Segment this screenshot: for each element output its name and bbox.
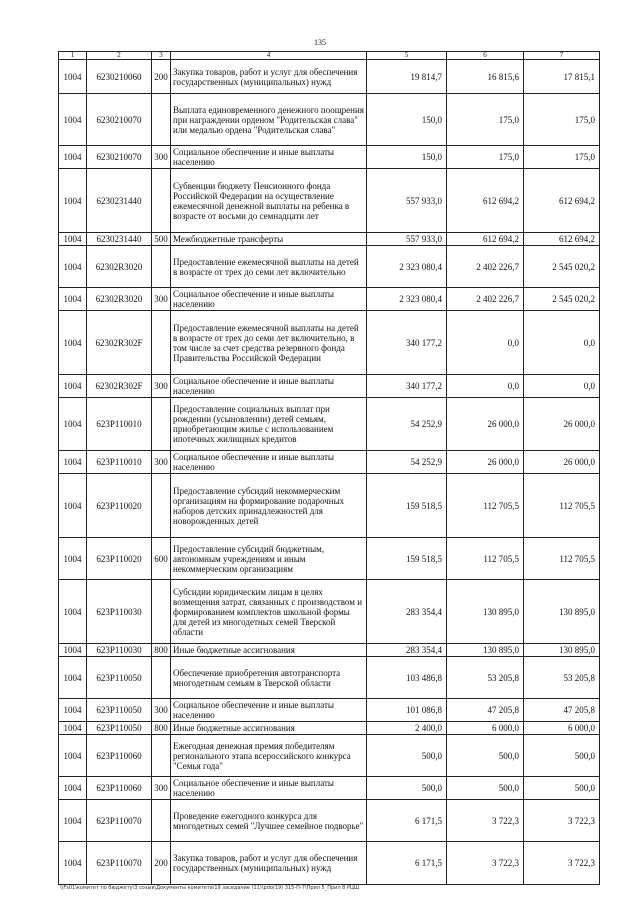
target-article-cell: 623P110070 [87,800,152,842]
table-row [59,580,600,644]
amount-year-3-cell: 0,0 [524,375,600,398]
header-cell: 4 [171,52,367,60]
expense-type-cell [152,580,171,644]
item-name-cell: Социальное обеспечение и иные выплаты населению [171,777,367,800]
expense-type-cell: 200 [152,60,171,94]
header-cell: 5 [367,52,447,60]
amount-year-3-cell: 130 895,0 [524,644,600,657]
expense-type-cell [152,94,171,146]
item-name-cell: Социальное обеспечение и иные выплаты населению [171,699,367,722]
expense-type-cell: 300 [152,451,171,474]
table-row [59,60,600,94]
target-article-cell: 623P110030 [87,644,152,657]
table-row [59,474,600,538]
item-name-cell: Предоставление социальных выплат при рождении (усыновлении) детей семьям, приобретающим жилье с использованием ипотечных жилищных кредитов [171,398,367,451]
target-article-cell: 6230210060 [87,60,152,94]
amount-year-2-cell: 26 000,0 [447,398,524,451]
amount-year-3-cell: 3 722,3 [524,842,600,885]
budget-table [58,51,600,885]
amount-year-2-cell: 0,0 [447,375,524,398]
header-cell: 1 [59,52,87,60]
item-name-cell: Социальное обеспечение и иные выплаты населению [171,146,367,169]
amount-year-3-cell: 26 000,0 [524,451,600,474]
section-cell: 1004 [59,94,87,146]
table-row [59,722,600,735]
amount-year-2-cell: 112 705,5 [447,538,524,580]
item-name-cell: Проведение ежегодного конкурса для многодетных семей "Лучшее семейное подворье" [171,800,367,842]
section-cell: 1004 [59,580,87,644]
section-cell: 1004 [59,777,87,800]
item-name-cell: Субвенции бюджету Пенсионного фонда Российской Федерации на осуществление ежемесячной денежной выплаты на ребенка в возрасте от восьми до семнадцати лет [171,169,367,233]
target-article-cell: 623P110030 [87,580,152,644]
amount-year-3-cell: 17 815,1 [524,60,600,94]
section-cell: 1004 [59,60,87,94]
item-name-cell: Иные бюджетные ассигнования [171,722,367,735]
table-row [59,800,600,842]
table-row [59,233,600,246]
item-name-cell: Выплата единовременного денежного поощрения при награждении орденом "Родительская слава" или медалью ордена "Родительская слава" [171,94,367,146]
expense-type-cell [152,398,171,451]
amount-year-3-cell: 47 205,8 [524,699,600,722]
amount-year-3-cell: 130 895,0 [524,580,600,644]
expense-type-cell: 300 [152,699,171,722]
amount-year-2-cell: 612 694,2 [447,169,524,233]
target-article-cell: 623P110010 [87,451,152,474]
expense-type-cell [152,735,171,777]
section-cell: 1004 [59,538,87,580]
amount-year-3-cell: 112 705,5 [524,474,600,538]
amount-year-2-cell: 612 694,2 [447,233,524,246]
amount-year-3-cell: 500,0 [524,777,600,800]
table-row [59,246,600,288]
expense-type-cell: 300 [152,146,171,169]
expense-type-cell [152,474,171,538]
target-article-cell: 62302R302F [87,375,152,398]
section-cell: 1004 [59,722,87,735]
section-cell: 1004 [59,800,87,842]
target-article-cell: 623P110020 [87,474,152,538]
table-row [59,699,600,722]
amount-year-1-cell: 557 933,0 [367,169,447,233]
amount-year-3-cell: 26 000,0 [524,398,600,451]
amount-year-2-cell: 0,0 [447,311,524,375]
section-cell: 1004 [59,451,87,474]
expense-type-cell: 600 [152,538,171,580]
target-article-cell: 623P110050 [87,722,152,735]
amount-year-3-cell: 612 694,2 [524,169,600,233]
expense-type-cell [152,311,171,375]
target-article-cell: 62302R3020 [87,288,152,311]
page-number: 135 [314,38,326,47]
item-name-cell: Социальное обеспечение и иные выплаты населению [171,375,367,398]
expense-type-cell [152,169,171,233]
table-row [59,169,600,233]
amount-year-2-cell: 2 402 226,7 [447,288,524,311]
item-name-cell: Иные бюджетные ассигнования [171,644,367,657]
amount-year-2-cell: 500,0 [447,777,524,800]
target-article-cell: 6230231440 [87,233,152,246]
amount-year-1-cell: 557 933,0 [367,233,447,246]
amount-year-3-cell: 3 722,3 [524,800,600,842]
item-name-cell: Предоставление субсидий некоммерческим организациям на формирование подарочных наборов детских принадлежностей для новорожденных детей [171,474,367,538]
expense-type-cell [152,657,171,699]
section-cell: 1004 [59,398,87,451]
amount-year-3-cell: 175,0 [524,146,600,169]
amount-year-1-cell: 340 177,2 [367,311,447,375]
item-name-cell: Ежегодная денежная премия победителям регионального этапа всероссийского конкурса "Семья года" [171,735,367,777]
table-row [59,288,600,311]
section-cell: 1004 [59,699,87,722]
expense-type-cell: 300 [152,375,171,398]
amount-year-2-cell: 112 705,5 [447,474,524,538]
section-cell: 1004 [59,288,87,311]
amount-year-1-cell: 150,0 [367,94,447,146]
section-cell: 1004 [59,657,87,699]
amount-year-2-cell: 500,0 [447,735,524,777]
amount-year-1-cell: 150,0 [367,146,447,169]
table-row [59,735,600,777]
expense-type-cell: 800 [152,722,171,735]
expense-type-cell: 300 [152,777,171,800]
amount-year-1-cell: 6 171,5 [367,842,447,885]
amount-year-3-cell: 500,0 [524,735,600,777]
amount-year-2-cell: 175,0 [447,146,524,169]
item-name-cell: Социальное обеспечение и иные выплаты населению [171,451,367,474]
amount-year-2-cell: 47 205,8 [447,699,524,722]
amount-year-1-cell: 159 518,5 [367,538,447,580]
amount-year-1-cell: 500,0 [367,735,447,777]
amount-year-1-cell: 54 252,9 [367,398,447,451]
amount-year-3-cell: 112 705,5 [524,538,600,580]
amount-year-3-cell: 2 545 020,2 [524,246,600,288]
amount-year-2-cell: 3 722,3 [447,842,524,885]
table-row [59,311,600,375]
item-name-cell: Межбюджетные трансферты [171,233,367,246]
target-article-cell: 6230210070 [87,94,152,146]
expense-type-cell [152,800,171,842]
amount-year-3-cell: 2 545 020,2 [524,288,600,311]
expense-type-cell: 200 [152,842,171,885]
target-article-cell: 62302R3020 [87,246,152,288]
amount-year-3-cell: 0,0 [524,311,600,375]
section-cell: 1004 [59,842,87,885]
section-cell: 1004 [59,644,87,657]
amount-year-1-cell: 159 518,5 [367,474,447,538]
item-name-cell: Социальное обеспечение и иные выплаты населению [171,288,367,311]
section-cell: 1004 [59,311,87,375]
target-article-cell: 623P110050 [87,657,152,699]
expense-type-cell: 300 [152,288,171,311]
section-cell: 1004 [59,233,87,246]
amount-year-2-cell: 6 000,0 [447,722,524,735]
section-cell: 1004 [59,169,87,233]
target-article-cell: 623P110010 [87,398,152,451]
header-cell: 2 [87,52,152,60]
amount-year-3-cell: 175,0 [524,94,600,146]
item-name-cell: Обеспечение приобретения автотранспорта многодетным семьям в Тверской области [171,657,367,699]
table-row [59,146,600,169]
file-path-footer: \\Fs01\комитет по бюджету\3 созыв\Документы комитета\19 заседание (11)\pdo(19) 315-П-7\Прил 5_Прил 8 РЦШ [60,885,360,891]
amount-year-1-cell: 340 177,2 [367,375,447,398]
header-cell: 6 [447,52,524,60]
amount-year-1-cell: 2 323 080,4 [367,288,447,311]
section-cell: 1004 [59,246,87,288]
section-cell: 1004 [59,474,87,538]
amount-year-1-cell: 19 814,7 [367,60,447,94]
section-cell: 1004 [59,146,87,169]
table-row [59,777,600,800]
expense-type-cell: 500 [152,233,171,246]
amount-year-1-cell: 6 171,5 [367,800,447,842]
header-cell: 3 [152,52,171,60]
amount-year-2-cell: 53 205,8 [447,657,524,699]
amount-year-1-cell: 283 354,4 [367,580,447,644]
amount-year-2-cell: 3 722,3 [447,800,524,842]
amount-year-2-cell: 16 815,6 [447,60,524,94]
amount-year-1-cell: 2 323 080,4 [367,246,447,288]
target-article-cell: 62302R302F [87,311,152,375]
expense-type-cell: 800 [152,644,171,657]
amount-year-2-cell: 130 895,0 [447,644,524,657]
amount-year-2-cell: 2 402 226,7 [447,246,524,288]
table-row [59,657,600,699]
table-row [59,644,600,657]
section-cell: 1004 [59,735,87,777]
section-cell: 1004 [59,375,87,398]
amount-year-1-cell: 54 252,9 [367,451,447,474]
table-header-row [59,52,600,60]
amount-year-1-cell: 101 086,8 [367,699,447,722]
item-name-cell: Закупка товаров, работ и услуг для обеспечения государственных (муниципальных) нужд [171,842,367,885]
item-name-cell: Субсидии юридическим лицам в целях возмещения затрат, связанных с производством и формированием комплектов школьной формы для детей из многодетных семей Тверской области [171,580,367,644]
item-name-cell: Предоставление ежемесячной выплаты на детей в возрасте от трех до семи лет включительно [171,246,367,288]
target-article-cell: 6230231440 [87,169,152,233]
amount-year-1-cell: 103 486,8 [367,657,447,699]
target-article-cell: 6230210070 [87,146,152,169]
table-row [59,94,600,146]
target-article-cell: 623P110060 [87,735,152,777]
table-row [59,451,600,474]
target-article-cell: 623P110050 [87,699,152,722]
amount-year-2-cell: 175,0 [447,94,524,146]
target-article-cell: 623P110020 [87,538,152,580]
amount-year-3-cell: 53 205,8 [524,657,600,699]
item-name-cell: Закупка товаров, работ и услуг для обеспечения государственных (муниципальных) нужд [171,60,367,94]
amount-year-2-cell: 130 895,0 [447,580,524,644]
header-cell: 7 [524,52,600,60]
amount-year-1-cell: 283 354,4 [367,644,447,657]
target-article-cell: 623P110060 [87,777,152,800]
amount-year-3-cell: 612 694,2 [524,233,600,246]
target-article-cell: 623P110070 [87,842,152,885]
table-row [59,538,600,580]
amount-year-1-cell: 2 400,0 [367,722,447,735]
table-row [59,398,600,451]
amount-year-3-cell: 6 000,0 [524,722,600,735]
item-name-cell: Предоставление ежемесячной выплаты на детей в возрасте от трех до семи лет включительно, в том числе за счет средства резервного фонда Правительства Российской Федерации [171,311,367,375]
table-row [59,375,600,398]
amount-year-1-cell: 500,0 [367,777,447,800]
amount-year-2-cell: 26 000,0 [447,451,524,474]
expense-type-cell [152,246,171,288]
item-name-cell: Предоставление субсидий бюджетным, автономным учреждениям и иным некоммерческим организациям [171,538,367,580]
table-row [59,842,600,885]
